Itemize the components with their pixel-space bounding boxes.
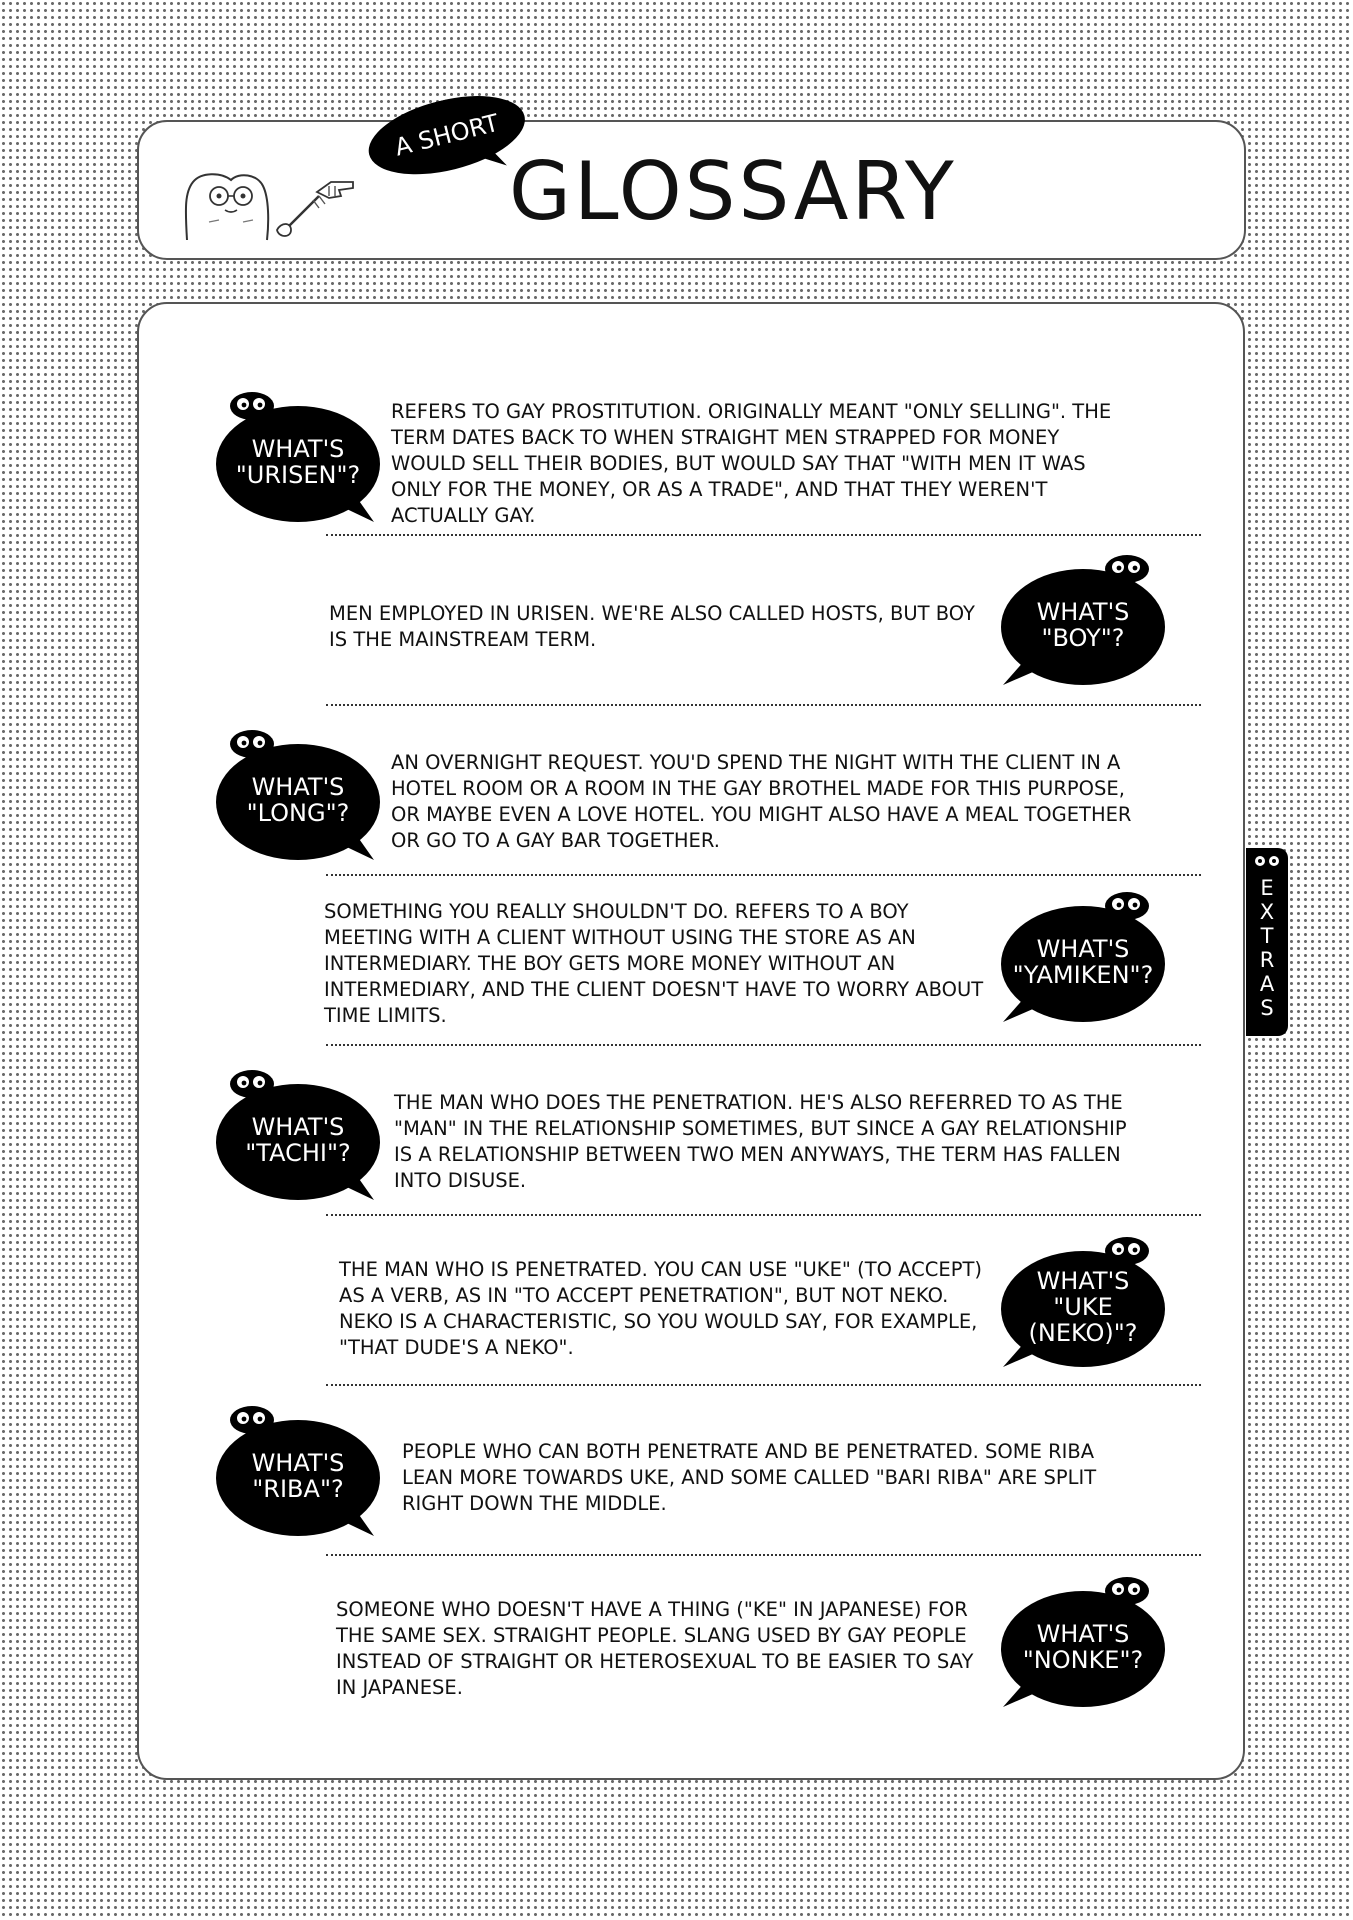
dotted-divider: [326, 874, 1201, 876]
term-line: "BOY"?: [1041, 624, 1125, 652]
term-bubble: [997, 547, 1177, 697]
term-definition: SOMETHING YOU REALLY SHOULDN'T DO. REFERS TO A BOY MEETING WITH A CLIENT WITHOUT USING THE STORE AS AN INTERMEDIARY. THE BOY GETS MORE MONEY WITHOUT AN INTERMEDIARY, AND THE CLIENT DOESN'T HAVE TO WORRY ABOUT TIME LIMITS.: [324, 900, 984, 1027]
dotted-divider: [326, 1044, 1201, 1046]
term-line: WHAT'S: [1036, 935, 1130, 963]
term-line: "LONG"?: [246, 799, 350, 827]
term-label: [217, 746, 379, 854]
term-line: "TACHI"?: [245, 1139, 351, 1167]
term-label: [1002, 571, 1164, 679]
term-label: [1002, 1593, 1164, 1701]
term-bubble: [212, 1062, 392, 1212]
page-title: GLOSSARY: [509, 145, 957, 238]
term-definition: SOMEONE WHO DOESN'T HAVE A THING ("KE" IN JAPANESE) FOR THE SAME SEX. STRAIGHT PEOPLE. SLANG USED BY GAY PEOPLE INSTEAD OF STRAIGHT OR HETEROSEXUAL TO BE EASIER TO SAY IN JAPANESE.: [336, 1598, 974, 1699]
term-label: [217, 1422, 379, 1530]
a-short-label: A SHORT: [392, 108, 502, 162]
dotted-divider: [326, 1554, 1201, 1556]
term-line: (NEKO)"?: [1028, 1319, 1138, 1347]
term-bubble: [997, 1229, 1177, 1379]
mascot-pointing-icon: [179, 152, 369, 242]
glossary-header: [137, 108, 1246, 260]
term-line: "YAMIKEN"?: [1012, 961, 1154, 989]
term-bubble: [997, 884, 1177, 1034]
term-bubble: [212, 722, 392, 872]
glossary-panel: [137, 302, 1245, 1780]
extras-letter: R: [1259, 948, 1275, 972]
term-bubble: [212, 384, 392, 534]
term-definition: PEOPLE WHO CAN BOTH PENETRATE AND BE PENETRATED. SOME RIBA LEAN MORE TOWARDS UKE, AND SOME CALLED "BARI RIBA" ARE SPLIT RIGHT DOWN THE MIDDLE.: [402, 1440, 1097, 1515]
term-line: "RIBA"?: [252, 1475, 344, 1503]
extras-letter: X: [1259, 900, 1275, 924]
term-line: "UKE: [1053, 1293, 1113, 1321]
term-line: WHAT'S: [251, 1449, 345, 1477]
term-definition: THE MAN WHO IS PENETRATED. YOU CAN USE "UKE" (TO ACCEPT) AS A VERB, AS IN "TO ACCEPT PENETRATION", BUT NOT NEKO. NEKO IS A CHARACTERISTIC, SO YOU WOULD SAY, FOR EXAMPLE, "THAT DUDE'S A NEKO".: [339, 1258, 982, 1359]
term-label: [1002, 1253, 1164, 1361]
extras-label: [1246, 876, 1288, 1020]
extras-letter: S: [1260, 996, 1274, 1020]
term-bubble: [212, 1398, 392, 1548]
term-line: WHAT'S: [1036, 1620, 1130, 1648]
term-line: WHAT'S: [251, 773, 345, 801]
term-label: [1002, 908, 1164, 1016]
dotted-divider: [326, 534, 1201, 536]
extras-letter: T: [1260, 924, 1274, 948]
term-bubble: [997, 1569, 1177, 1719]
term-line: WHAT'S: [1036, 598, 1130, 626]
extras-letter: A: [1259, 972, 1275, 996]
term-definition: THE MAN WHO DOES THE PENETRATION. HE'S ALSO REFERRED TO AS THE "MAN" IN THE RELATIONSHIP SOMETIMES, BUT SINCE A GAY RELATIONSHIP IS A RELATIONSHIP BETWEEN TWO MEN ANYWAYS, THE TERM HAS FALLEN INTO DISUSE.: [394, 1091, 1127, 1192]
eyes-icon: [1253, 854, 1281, 868]
extras-side-tab: [1246, 848, 1288, 1036]
extras-letter: E: [1260, 876, 1274, 900]
dotted-divider: [326, 1214, 1201, 1216]
term-definition: REFERS TO GAY PROSTITUTION. ORIGINALLY MEANT "ONLY SELLING". THE TERM DATES BACK TO WHEN STRAIGHT MEN STRAPPED FOR MONEY WOULD SELL THEIR BODIES, BUT WOULD SAY THAT "WITH MEN IT WAS ONLY FOR THE MONEY, OR AS A TRADE", AND THAT THEY WEREN'T ACTUALLY GAY.: [391, 400, 1112, 527]
dotted-divider: [326, 1384, 1201, 1386]
term-line: "URISEN"?: [235, 461, 361, 489]
term-line: WHAT'S: [251, 435, 345, 463]
term-line: "NONKE"?: [1022, 1646, 1144, 1674]
term-line: WHAT'S: [251, 1113, 345, 1141]
term-line: WHAT'S: [1036, 1267, 1130, 1295]
term-definition: MEN EMPLOYED IN URISEN. WE'RE ALSO CALLED HOSTS, BUT BOY IS THE MAINSTREAM TERM.: [329, 602, 975, 651]
term-label: [217, 408, 379, 516]
term-definition: AN OVERNIGHT REQUEST. YOU'D SPEND THE NIGHT WITH THE CLIENT IN A HOTEL ROOM OR A ROOM IN THE GAY BROTHEL MADE FOR THIS PURPOSE, OR MAYBE EVEN A LOVE HOTEL. YOU MIGHT ALSO HAVE A MEAL TOGETHER OR GO TO A GAY BAR TOGETHER.: [391, 751, 1132, 852]
term-label: [217, 1086, 379, 1194]
dotted-divider: [326, 704, 1201, 706]
